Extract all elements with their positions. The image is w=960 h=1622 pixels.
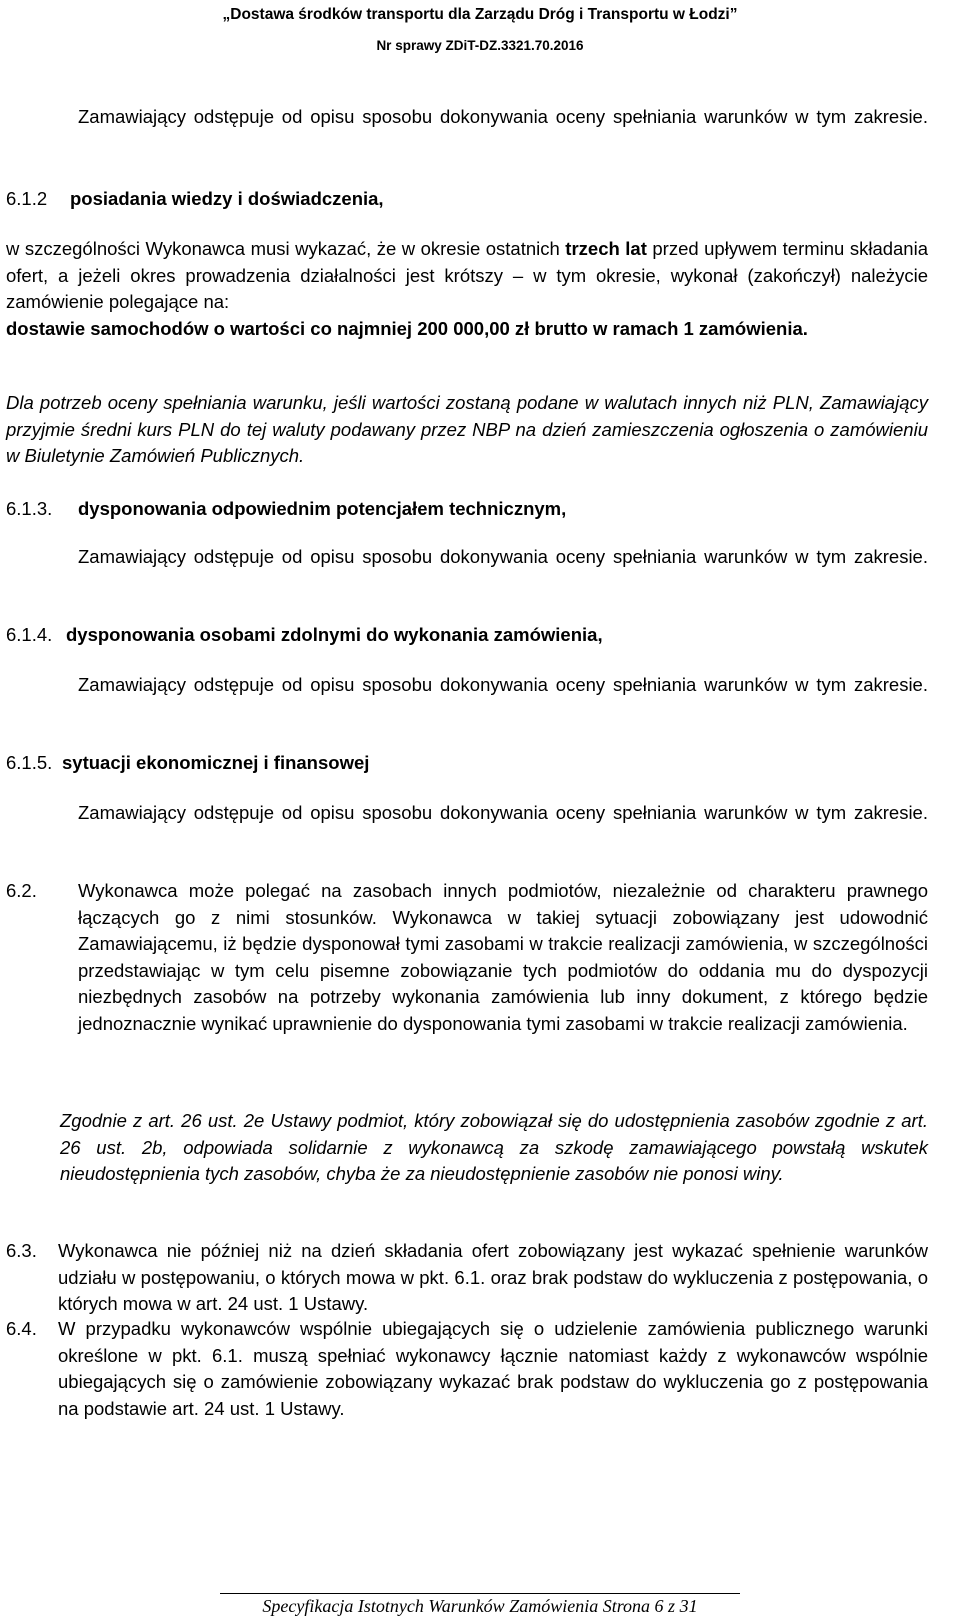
joint-contractors-paragraph: W przypadku wykonawców wspólnie ubiegających się o udzielenie zamówienia publicznego warunki określone w pkt. 6.1. muszą spełniać wykonawcy łącznie natomiast każdy z wykonawców wspólnie ubiegających się o zamówienie zobowiązany wykazać brak podstaw do wykluczenia go z postępowania na podstawie art. 24 ust. 1 Ustawy. [58,1318,928,1419]
section-heading-6-1-2: posiadania wiedzy i doświadczenia, [70,188,384,209]
footer-rule [220,1593,740,1594]
waiver-paragraph-1: Zamawiający odstępuje od opisu sposobu dokonywania oceny spełniania warunków w tym zakresie. [78,106,928,127]
case-number: Nr sprawy ZDiT-DZ.3321.70.2016 [376,38,584,53]
section-heading-6-1-3: dysponowania odpowiednim potencjałem technicznym, [78,498,567,519]
footer-page-number: 6 [654,1596,664,1616]
footer-of: z [668,1596,676,1616]
waiver-paragraph-3: Zamawiający odstępuje od opisu sposobu dokonywania oceny spełniania warunków w tym zakresie. [78,674,928,695]
page-footer [0,1596,960,1617]
section-heading-6-1-4: dysponowania osobami zdolnymi do wykonania zamówienia, [66,624,603,645]
section-number-6-4: 6.4. [6,1318,37,1339]
joint-liability-note: Zgodnie z art. 26 ust. 2e Ustawy podmiot, który zobowiązał się do udostępnienia zasobów zgodnie z art. 26 ust. 2b, odpowiada solidarnie z wykonawcą za szkodę zamawiającego powstałą wskutek nieudostępnienia tych zasobów, chyba że za nieudostępnienie zasobów nie ponosi winy. [60,1110,928,1184]
conditions-proof-paragraph: Wykonawca nie później niż na dzień składania ofert zobowiązany jest wykazać spełnienie warunków udziału w postępowaniu, o których mowa w pkt. 6.1. oraz brak podstaw do wykluczenia z postępowania, o których mowa w art. 24 ust. 1 Ustawy. [58,1240,928,1314]
section-number-6-1-4: 6.1.4. [6,624,53,645]
footer-total-pages: 31 [679,1596,698,1616]
waiver-paragraph-4: Zamawiający odstępuje od opisu sposobu dokonywania oceny spełniania warunków w tym zakresie. [78,802,928,823]
experience-requirement-paragraph: w szczególności Wykonawca musi wykazać, że w okresie ostatnich trzech lat przed upływem terminu składania ofert, a jeżeli okres prowadzenia działalności jest krótszy – w tym okresie, wykonał (zakończył) należycie zamówienie polegające na: [6,238,928,312]
currency-conversion-paragraph: Dla potrzeb oceny spełniania warunku, jeśli wartości zostaną podane w walutach innych niż PLN, Zamawiający przyjmie średni kurs PLN do tej waluty podawany przez NBP na dzień zamieszczenia ogłoszenia o zamówieniu w Biuletynie Zamówień Publicznych. [6,392,928,466]
section-number-6-1-3: 6.1.3. [6,498,53,519]
resources-reliance-paragraph: Wykonawca może polegać na zasobach innych podmiotów, niezależnie od charakteru prawnego łączących go z nimi stosunków. Wykonawca w takiej sytuacji zobowiązany jest udowodnić Zamawiającemu, iż będzie dysponował tymi zasobami w trakcie realizacji zamówienia, w szczególności przedstawiając w tym celu pisemne zobowiązanie tych podmiotów do oddania mu do dyspozycji niezbędnych zasobów na potrzeby wykonania zamówienia lub inny dokument, z którego będzie jednoznacznie wynikać uprawnienie do dysponowania tymi zasobami w trakcie realizacji zamówienia. [78,880,928,1034]
three-years-emphasis: trzech lat [565,238,647,259]
delivery-requirement-paragraph: dostawie samochodów o wartości co najmniej 200 000,00 zł brutto w ramach 1 zamówienia. [6,318,808,339]
document-title: „Dostawa środków transportu dla Zarządu Dróg i Transportu w Łodzi” [222,6,738,23]
waiver-paragraph-2: Zamawiający odstępuje od opisu sposobu dokonywania oceny spełniania warunków w tym zakresie. [78,546,928,567]
footer-label: Specyfikacja Istotnych Warunków Zamówienia Strona [262,1596,651,1616]
section-number-6-1-2: 6.1.2 [6,188,48,209]
section-heading-6-1-5: sytuacji ekonomicznej i finansowej [62,752,370,773]
section-number-6-1-5: 6.1.5. [6,752,53,773]
section-number-6-2: 6.2. [6,880,37,901]
section-number-6-3: 6.3. [6,1240,37,1261]
